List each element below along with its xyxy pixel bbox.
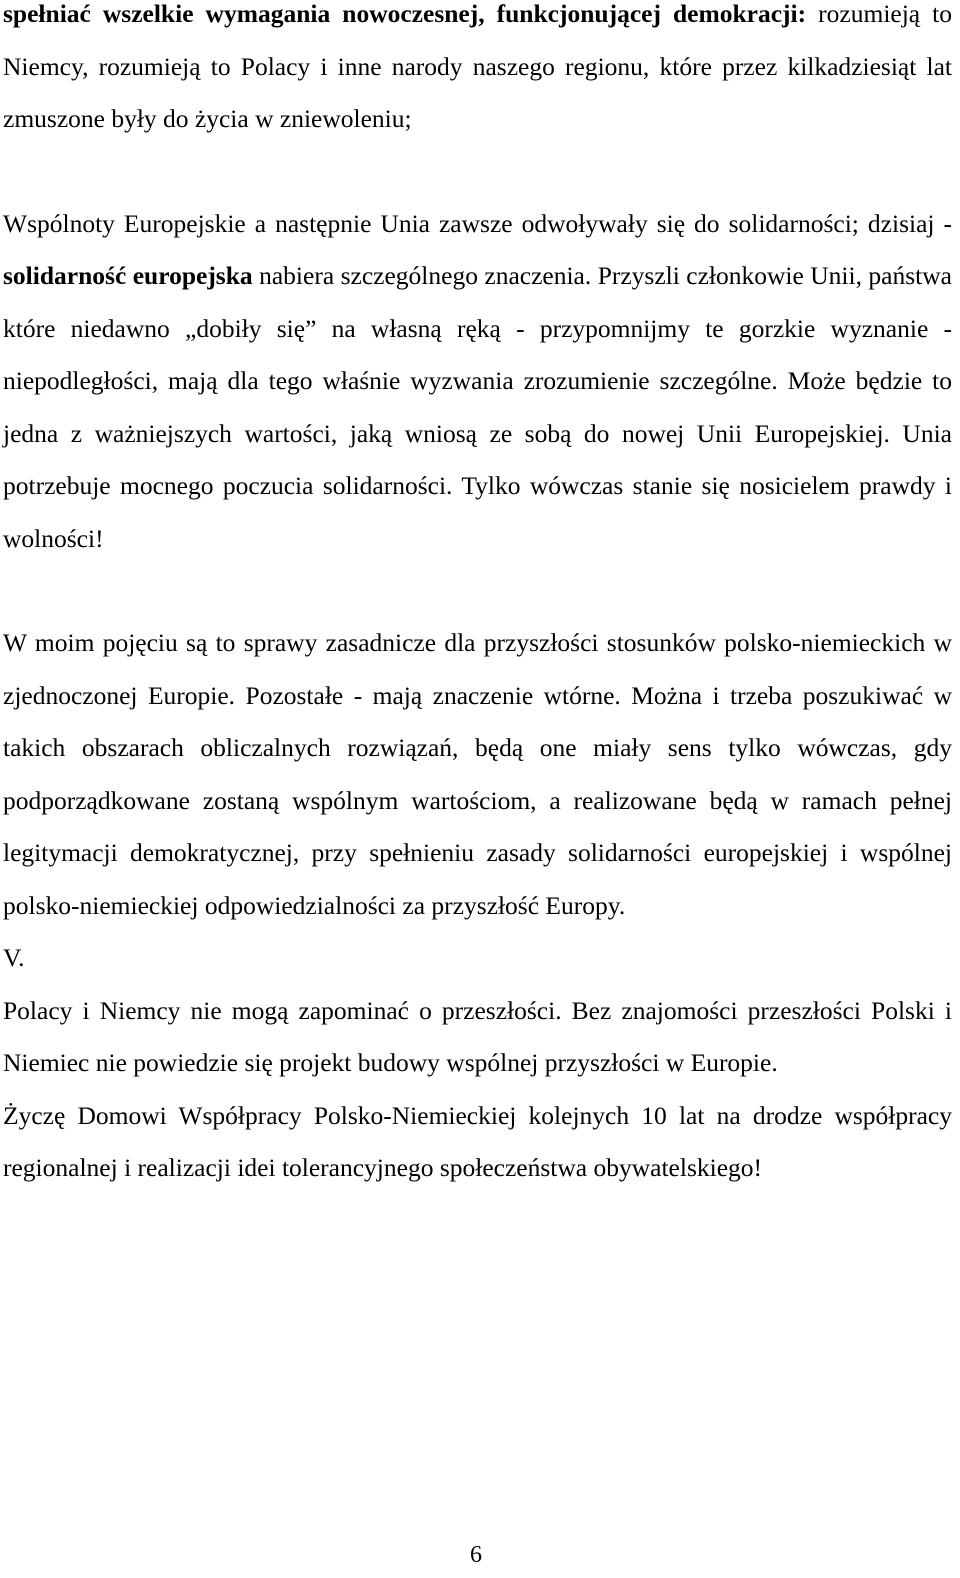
section-heading: V. bbox=[3, 943, 25, 972]
paragraph-fundamentals: W moim pojęciu są to sprawy zasadnicze dla przyszłości stosunków polsko-niemieckich w zjednoczonej Europie. Pozostałe - mają znaczenie wtórne. Można i trzeba poszukiwać w takich obszarach obliczalnych rozwiązań, będą one miały sens tylko wówczas, gdy podporządkowane zostaną wspólnym wartościom, a realizowane będą w ramach pełnej legitymacji demokratycznej, przy spełnieniu zasady solidarności europejskiej i wspólnej polsko-niemieckiej odpowiedzialności za przyszłość Europy. bbox=[3, 628, 952, 920]
document-page bbox=[3, 0, 952, 1195]
paragraph-text: Wspólnoty Europejskie a następnie Unia zawsze odwoływały się do solidarności; dzisiaj - bbox=[3, 208, 952, 238]
bold-text-democracy: spełniać wszelkie wymagania nowoczesnej, funkcjonującej demokracji: bbox=[3, 0, 807, 28]
bold-text-solidarity: solidarność europejska bbox=[3, 261, 253, 290]
paragraph-text: rozumieją to Niemcy, rozumieją to Polacy i inne narody naszego regionu, które przez kilkadziesiąt lat zmuszone były do życia w zniewoleniu; bbox=[3, 0, 952, 133]
paragraph-solidarity bbox=[3, 198, 952, 566]
paragraph-wishes: Życzę Domowi Współpracy Polsko-Niemieckiej kolejnych 10 lat na drodze współpracy regionalnej i realizacji idei tolerancyjnego społeczeństwa obywatelskiego! bbox=[3, 1100, 952, 1182]
paragraph-past: Polacy i Niemcy nie mogą zapominać o przeszłości. Bez znajomości przeszłości Polski i Niemiec nie powiedzie się projekt budowy wspólnej przyszłości w Europie. bbox=[3, 995, 952, 1077]
paragraph-text: nabiera szczególnego znaczenia. Przyszli członkowie Unii, państwa które niedawno „dobiły się” na własną ręką - przypomnijmy te gorzkie wyznanie - niepodległości, mają dla tego właśnie wyzwania zrozumienie szczególne. Może będzie to jedna z ważniejszych wartości, jaką wniosą ze sobą do nowej Unii Europejskiej. Unia potrzebuje mocnego poczucia solidarności. Tylko wówczas stanie się nosicielem prawdy i wolności! bbox=[3, 261, 952, 553]
page-number: 6 bbox=[470, 1542, 482, 1568]
paragraph-democracy bbox=[3, 0, 952, 146]
